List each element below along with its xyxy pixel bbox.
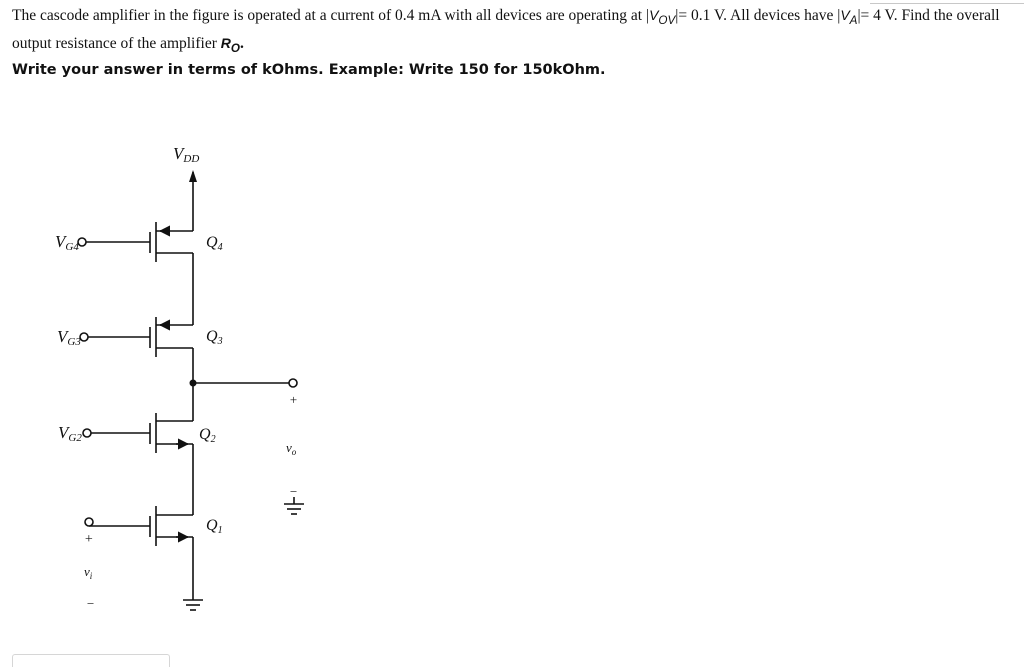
q4-transistor [86,222,193,262]
question-part-2: |= 0.1 V. All devices have | [675,7,841,24]
q1-transistor [89,506,193,546]
answer-instruction: Write your answer in terms of kOhms. Example: Write 150 for 150kOhm. [12,62,606,78]
q2-label: Q2 [199,426,216,445]
vo-terminal [289,379,297,387]
ro-symbol: $R_O$ [220,34,240,55]
vg3-terminal [80,333,88,341]
vi-terminal [85,518,93,526]
question-part-1: The cascode amplifier in the figure is operated at a current of 0.4 mA with all devices are operating at | [12,7,650,24]
output-node-dot [190,380,197,387]
vg4-label: VG4 [55,232,79,253]
vdd-arrow [189,170,197,182]
vi-minus-sign: − [86,596,95,611]
vg3-label: VG3 [57,327,81,348]
vg2-terminal [83,429,91,437]
ground-symbol-output [284,497,304,514]
question-part-4: . [239,34,244,52]
q4-label: Q4 [206,234,223,253]
vdd-label: VDD [173,144,200,165]
q1-label: Q1 [206,517,223,536]
ground-symbol-q1 [183,600,203,610]
q2-transistor [91,413,193,453]
vg2-label: VG2 [58,423,82,444]
vo-minus-sign: − [289,484,298,499]
vi-plus-sign: + [84,532,94,547]
question-part-3: |= 4 V. Find the overall output resistance of the amplifier [12,7,1000,52]
q3-label: Q3 [206,328,223,347]
answer-box-edge[interactable] [12,654,170,667]
vo-plus-sign: + [289,392,298,407]
q3-transistor [88,317,193,357]
vi-label: $v_i$ [84,564,93,581]
vov-symbol: $V_{OV}$ [649,7,676,27]
vo-label: $v_o$ [286,440,297,457]
va-symbol: $V_A$ [840,7,858,27]
vg4-terminal [78,238,86,246]
